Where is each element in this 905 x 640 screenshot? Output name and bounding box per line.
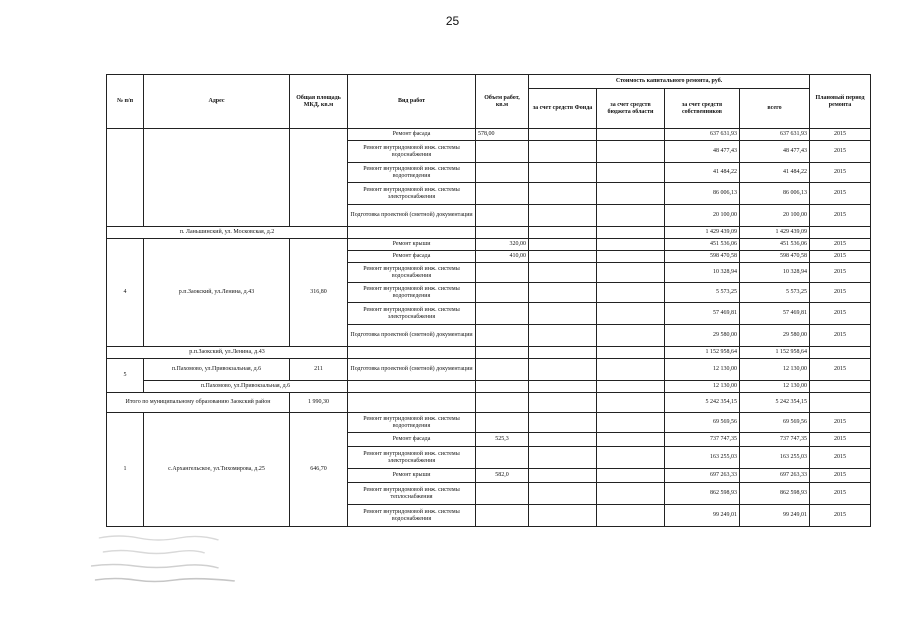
- owners-cell: 737 747,35: [665, 433, 740, 447]
- owners-cell: 12 130,00: [665, 359, 740, 381]
- num-cell: 4: [107, 239, 144, 347]
- owners-cell: 99 249,01: [665, 505, 740, 527]
- region-cell: [597, 239, 665, 251]
- fund-cell: [529, 433, 597, 447]
- subtotal-owners: 1 152 958,64: [665, 347, 740, 359]
- fund-cell: [529, 263, 597, 283]
- header-fund: за счет средств Фонда: [529, 89, 597, 129]
- period-cell: 2015: [810, 413, 871, 433]
- area-cell: 316,80: [290, 239, 348, 347]
- subtotal-label: п.Пахомово, ул.Привокзальная, д.6: [144, 381, 348, 393]
- volume-cell: [476, 483, 529, 505]
- subtotal-row: [107, 381, 871, 393]
- empty-cell: [597, 227, 665, 239]
- header-owners: за счет средств собственников: [665, 89, 740, 129]
- volume-cell: 525,3: [476, 433, 529, 447]
- num-cell: 5: [107, 359, 144, 393]
- empty-cell: [348, 347, 476, 359]
- header-region: за счет средств бюджета области: [597, 89, 665, 129]
- period-cell: 2015: [810, 433, 871, 447]
- owners-cell: 697 263,33: [665, 469, 740, 483]
- owners-cell: 5 573,25: [665, 283, 740, 303]
- fund-cell: [529, 129, 597, 141]
- subtotal-label: р.п.Заокский, ул.Ленина, д.43: [107, 347, 348, 359]
- period-cell: 2015: [810, 447, 871, 469]
- page-number: 25: [445, 14, 460, 28]
- empty-cell: [597, 347, 665, 359]
- region-cell: [597, 413, 665, 433]
- region-cell: [597, 163, 665, 183]
- period-cell: 2015: [810, 205, 871, 227]
- header-period: Плановый период ремонта: [810, 75, 871, 129]
- period-cell: 2015: [810, 129, 871, 141]
- volume-cell: [476, 325, 529, 347]
- total-cell: 862 598,93: [740, 483, 810, 505]
- total-cell: 48 477,43: [740, 141, 810, 163]
- total-cell: 41 484,22: [740, 163, 810, 183]
- total-cell: 10 328,94: [740, 263, 810, 283]
- fund-cell: [529, 183, 597, 205]
- work-cell: Ремонт крыши: [348, 239, 476, 251]
- area-cell: 211: [290, 359, 348, 381]
- total-cell: 598 470,58: [740, 251, 810, 263]
- header-volume: Объем работ, кв.м: [476, 75, 529, 129]
- subtotal-owners: 1 429 439,09: [665, 227, 740, 239]
- period-cell: 2015: [810, 325, 871, 347]
- owners-cell: 163 255,03: [665, 447, 740, 469]
- period-cell: 2015: [810, 505, 871, 527]
- total-cell: 20 100,00: [740, 205, 810, 227]
- owners-cell: 598 470,58: [665, 251, 740, 263]
- region-cell: [597, 303, 665, 325]
- region-cell: [597, 325, 665, 347]
- subtotal-total: 1 152 958,64: [740, 347, 810, 359]
- bleed-through-scribble: [88, 528, 296, 588]
- municipal-total-row: [107, 393, 871, 413]
- header-row: [107, 75, 871, 89]
- volume-cell: [476, 283, 529, 303]
- header-area: Общая площадь МКД, кв.м: [290, 75, 348, 129]
- work-cell: Ремонт внутридомовой инж. системы водоотведения: [348, 163, 476, 183]
- volume-cell: 320,00: [476, 239, 529, 251]
- volume-cell: [476, 183, 529, 205]
- total-cell: 637 631,93: [740, 129, 810, 141]
- region-cell: [597, 433, 665, 447]
- subtotal-owners: 12 130,00: [665, 381, 740, 393]
- owners-cell: 69 569,56: [665, 413, 740, 433]
- empty-cell: [476, 381, 529, 393]
- period-cell: 2015: [810, 163, 871, 183]
- region-cell: [597, 283, 665, 303]
- region-cell: [597, 251, 665, 263]
- volume-cell: 578,00: [476, 129, 529, 141]
- total-cell: 57 469,81: [740, 303, 810, 325]
- subtotal-total: 1 429 439,09: [740, 227, 810, 239]
- volume-cell: [476, 505, 529, 527]
- empty-cell: [597, 393, 665, 413]
- header-work-type: Вид работ: [348, 75, 476, 129]
- period-cell: 2015: [810, 263, 871, 283]
- empty-cell: [476, 347, 529, 359]
- subtotal-row: [107, 227, 871, 239]
- owners-cell: 10 328,94: [665, 263, 740, 283]
- table-row: [107, 413, 871, 433]
- total-cell: 163 255,03: [740, 447, 810, 469]
- empty-cell: [529, 381, 597, 393]
- total-cell: 86 006,13: [740, 183, 810, 205]
- volume-cell: 410,00: [476, 251, 529, 263]
- period-cell: 2015: [810, 251, 871, 263]
- work-cell: Ремонт внутридомовой инж. системы теплоснабжения: [348, 483, 476, 505]
- region-cell: [597, 505, 665, 527]
- region-cell: [597, 469, 665, 483]
- period-cell: 2015: [810, 183, 871, 205]
- owners-cell: 20 100,00: [665, 205, 740, 227]
- empty-cell: [529, 393, 597, 413]
- table-row: [107, 239, 871, 251]
- region-cell: [597, 447, 665, 469]
- volume-cell: [476, 447, 529, 469]
- work-cell: Ремонт внутридомовой инж. системы электроснабжения: [348, 303, 476, 325]
- empty-cell: [810, 381, 871, 393]
- owners-cell: 86 006,13: [665, 183, 740, 205]
- header-cost-group: Стоимость капитального ремонта, руб.: [529, 75, 810, 89]
- fund-cell: [529, 283, 597, 303]
- work-cell: Ремонт фасада: [348, 251, 476, 263]
- fund-cell: [529, 359, 597, 381]
- volume-cell: [476, 163, 529, 183]
- total-cell: 12 130,00: [740, 359, 810, 381]
- table-row: [107, 359, 871, 381]
- owners-cell: 57 469,81: [665, 303, 740, 325]
- work-cell: Ремонт крыши: [348, 469, 476, 483]
- work-cell: Подготовка проектной (сметной) документации: [348, 205, 476, 227]
- period-cell: 2015: [810, 483, 871, 505]
- volume-cell: [476, 413, 529, 433]
- header-address: Адрес: [144, 75, 290, 129]
- total-cell: 69 569,56: [740, 413, 810, 433]
- volume-cell: [476, 141, 529, 163]
- municipal-total-total: 5 242 354,15: [740, 393, 810, 413]
- header-num: № п/п: [107, 75, 144, 129]
- work-cell: Ремонт внутридомовой инж. системы водоснабжения: [348, 141, 476, 163]
- owners-cell: 637 631,93: [665, 129, 740, 141]
- work-cell: Ремонт фасада: [348, 433, 476, 447]
- work-cell: Подготовка проектной (сметной) документации: [348, 359, 476, 381]
- total-cell: 29 580,00: [740, 325, 810, 347]
- fund-cell: [529, 163, 597, 183]
- fund-cell: [529, 483, 597, 505]
- empty-cell: [348, 393, 476, 413]
- empty-cell: [529, 227, 597, 239]
- region-cell: [597, 141, 665, 163]
- volume-cell: [476, 263, 529, 283]
- municipal-total-label: Итого по муниципальному образованию Заокский район: [107, 393, 290, 413]
- total-cell: 5 573,25: [740, 283, 810, 303]
- owners-cell: 862 598,93: [665, 483, 740, 505]
- region-cell: [597, 483, 665, 505]
- volume-cell: [476, 303, 529, 325]
- work-cell: Ремонт внутридомовой инж. системы водоснабжения: [348, 505, 476, 527]
- work-cell: Подготовка проектной (сметной) документации: [348, 325, 476, 347]
- capital-repair-table: [106, 74, 871, 527]
- fund-cell: [529, 141, 597, 163]
- work-cell: Ремонт внутридомовой инж. системы электроснабжения: [348, 183, 476, 205]
- empty-cell: [597, 381, 665, 393]
- subtotal-row: [107, 347, 871, 359]
- work-cell: Ремонт внутридомовой инж. системы электроснабжения: [348, 447, 476, 469]
- empty-cell: [476, 227, 529, 239]
- num-cell: 1: [107, 413, 144, 527]
- period-cell: 2015: [810, 283, 871, 303]
- owners-cell: 29 580,00: [665, 325, 740, 347]
- num-cell: [107, 129, 144, 227]
- empty-cell: [810, 393, 871, 413]
- empty-cell: [810, 347, 871, 359]
- volume-cell: 582,0: [476, 469, 529, 483]
- area-cell: 646,70: [290, 413, 348, 527]
- subtotal-label: п. Ланьшинский, ул. Московская, д.2: [107, 227, 348, 239]
- empty-cell: [810, 227, 871, 239]
- address-cell: [144, 129, 290, 227]
- region-cell: [597, 183, 665, 205]
- fund-cell: [529, 251, 597, 263]
- municipal-total-owners: 5 242 354,15: [665, 393, 740, 413]
- empty-cell: [529, 347, 597, 359]
- region-cell: [597, 263, 665, 283]
- volume-cell: [476, 359, 529, 381]
- empty-cell: [348, 381, 476, 393]
- work-cell: Ремонт внутридомовой инж. системы водоотведения: [348, 283, 476, 303]
- owners-cell: 41 484,22: [665, 163, 740, 183]
- work-cell: Ремонт фасада: [348, 129, 476, 141]
- fund-cell: [529, 239, 597, 251]
- owners-cell: 48 477,43: [665, 141, 740, 163]
- address-cell: р.п.Заокский, ул.Ленина, д.43: [144, 239, 290, 347]
- empty-cell: [476, 393, 529, 413]
- region-cell: [597, 359, 665, 381]
- period-cell: 2015: [810, 469, 871, 483]
- total-cell: 697 263,33: [740, 469, 810, 483]
- volume-cell: [476, 205, 529, 227]
- fund-cell: [529, 325, 597, 347]
- period-cell: 2015: [810, 303, 871, 325]
- period-cell: 2015: [810, 359, 871, 381]
- work-cell: Ремонт внутридомовой инж. системы водоотведения: [348, 413, 476, 433]
- fund-cell: [529, 205, 597, 227]
- bleed-through-text: [88, 528, 296, 588]
- period-cell: 2015: [810, 141, 871, 163]
- region-cell: [597, 205, 665, 227]
- header-total: всего: [740, 89, 810, 129]
- fund-cell: [529, 447, 597, 469]
- fund-cell: [529, 413, 597, 433]
- total-cell: 737 747,35: [740, 433, 810, 447]
- subtotal-total: 12 130,00: [740, 381, 810, 393]
- total-cell: 99 249,01: [740, 505, 810, 527]
- owners-cell: 451 536,06: [665, 239, 740, 251]
- address-cell: с.Архангельское, ул.Тихомирова, д.25: [144, 413, 290, 527]
- region-cell: [597, 129, 665, 141]
- area-cell: [290, 129, 348, 227]
- empty-cell: [348, 227, 476, 239]
- work-cell: Ремонт внутридомовой инж. системы водоснабжения: [348, 263, 476, 283]
- municipal-total-area: 1 990,30: [290, 393, 348, 413]
- fund-cell: [529, 303, 597, 325]
- period-cell: 2015: [810, 239, 871, 251]
- fund-cell: [529, 469, 597, 483]
- total-cell: 451 536,06: [740, 239, 810, 251]
- fund-cell: [529, 505, 597, 527]
- table-row: [107, 129, 871, 141]
- address-cell: п.Пахомово, ул.Привокзальная, д.6: [144, 359, 290, 381]
